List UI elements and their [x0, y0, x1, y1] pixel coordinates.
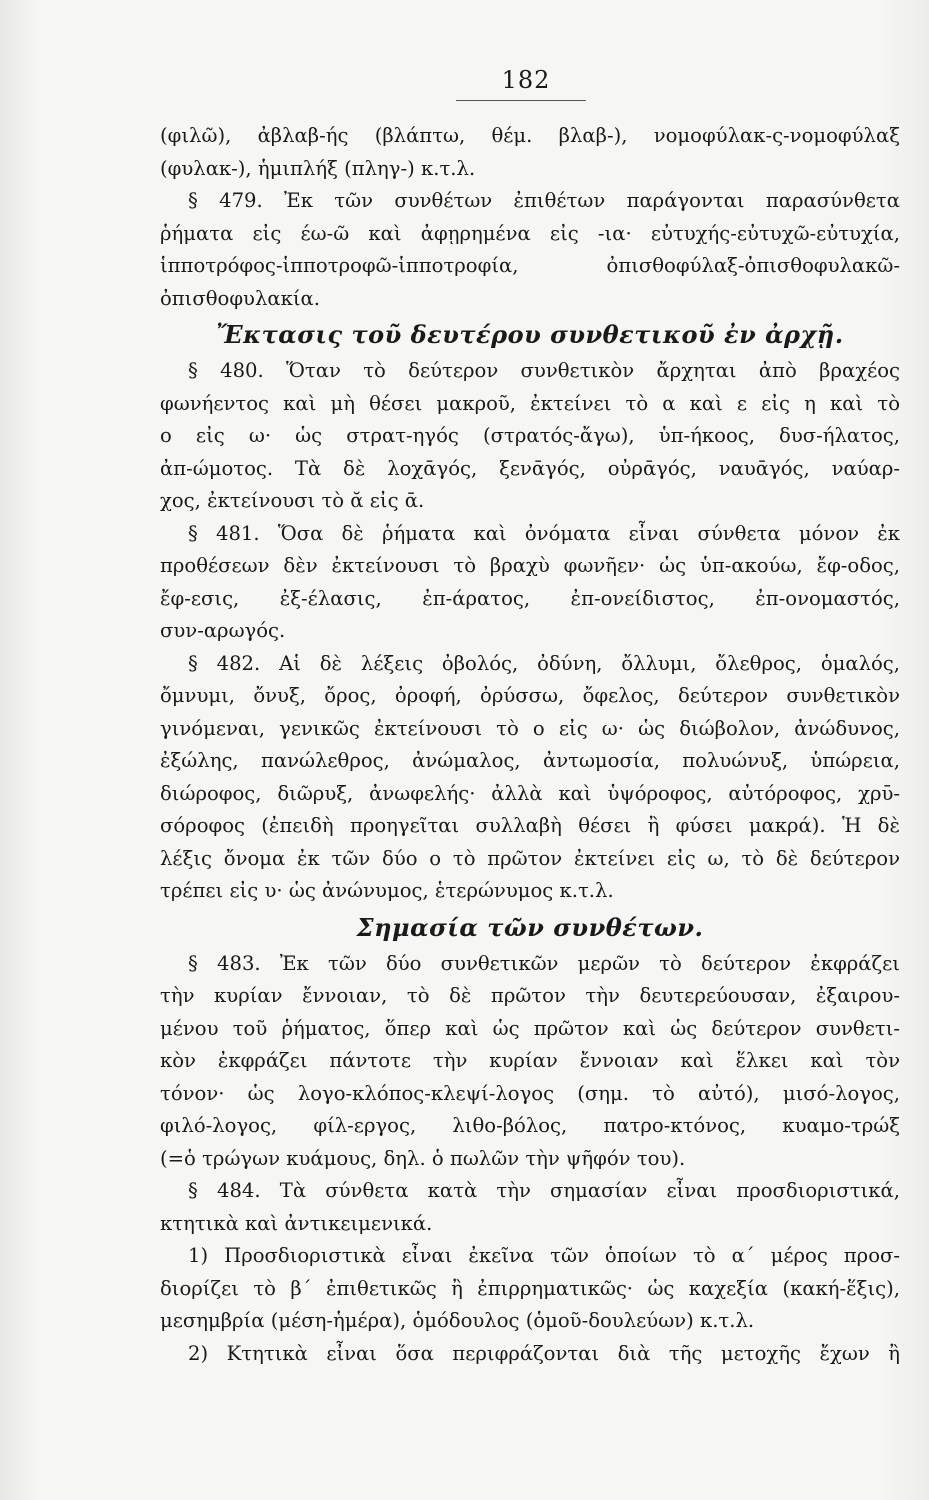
text-line: § 483. Ἐκ τῶν δύο συνθετικῶν μερῶν τὸ δεύτερον ἐκφράζει [188, 951, 900, 975]
text-line: ῥήματα εἰς έω-ῶ καὶ ἀφῃρημένα εἰς -ια· εὐτυχής-εὐτυχῶ-εὐτυχία, [160, 221, 900, 245]
text-line: τὴν κυρίαν ἔννοιαν, τὸ δὲ πρῶτον τὴν δευτερεύουσαν, ἐξαιρου- [160, 984, 900, 1007]
text-line: τρέπει εἰς υ· ὡς ἀνώνυμος, ἑτερώνυμος κ.τ.λ. [160, 879, 614, 902]
text-line: 2) Κτητικὰ εἶναι ὅσα περιφράζονται διὰ τῆς μετοχῆς ἔχων ἢ [188, 1341, 900, 1365]
text-line: § 481. Ὅσα δὲ ῥήματα καὶ ὀνόματα εἶναι σύνθετα μόνον ἐκ [188, 521, 900, 545]
text-line: τόνον· ὡς λογο-κλόπος-κλεψί-λογος (σημ. τὸ αὐτό), μισό-λογος, [160, 1081, 900, 1105]
text-line: γινόμεναι, γενικῶς ἐκτείνουσι τὸ ο εἰς ω· ὡς διώβολον, ἀνώδυνος, [160, 716, 900, 740]
text-line: λέξις ὄνομα ἐκ τῶν δύο ο τὸ πρῶτον ἐκτείνει εἰς ω, τὸ δὲ δεύτερον [160, 846, 900, 870]
text-line: ὄμνυμι, ὄνυξ, ὄρος, ὀροφή, ὀρύσσω, ὄφελος, δεύτερον συνθετικὸν [160, 684, 900, 707]
text-line: διορίζει τὸ β΄ ἐπιθετικῶς ἢ ἐπιρρηματικῶς· ὡς καχεξία (κακή-ἕξις), [160, 1276, 900, 1300]
text-line: προθέσεων δὲν ἐκτείνουσι τὸ βραχὺ φωνῆεν· ὡς ὑπ-ακούω, ἔφ-οδος, [160, 554, 900, 577]
page-header [456, 66, 596, 101]
text-line: μεσημβρία (μέση-ἡμέρα), ὁμόδουλος (ὁμοῦ-δουλεύων) κ.τ.λ. [160, 1309, 755, 1332]
text-line: § 480. Ὅταν τὸ δεύτερον συνθετικὸν ἄρχηται ἀπὸ βραχέος [188, 359, 900, 382]
text-line: συν-αρωγός. [160, 619, 286, 642]
text-line: χος, ἐκτείνουσι τὸ ᾰ εἰς ᾱ. [160, 489, 425, 512]
text-line: ἱπποτρόφος-ἱπποτροφῶ-ἱπποτροφία, ὀπισθοφύλαξ-ὀπισθοφυλακῶ- [160, 254, 900, 277]
text-line: (φυλακ-), ἡμιπλήξ (πληγ-) κ.τ.λ. [160, 156, 476, 180]
text-line: ἀπ-ώμοτος. Τὰ δὲ λοχᾱγός, ξενᾱγός, οὐρᾱγός, ναυᾱγός, ναύαρ- [160, 456, 900, 480]
text-line: § 479. Ἐκ τῶν συνθέτων ἐπιθέτων παράγονται παρασύνθετα [188, 189, 900, 212]
section-heading: Σημασία τῶν συνθέτων. [356, 912, 704, 942]
text-line: (=ὁ τρώγων κυάμους, δηλ. ὁ πωλῶν τὴν ψῆφόν του). [160, 1146, 686, 1170]
text-line: ο εἰς ω· ὡς στρατ-ηγός (στρατός-ἄγω), ὑπ-ήκοος, δυσ-ήλατος, [160, 424, 900, 447]
text-line: μένου τοῦ ῥήματος, ὅπερ καὶ ὡς πρῶτον καὶ ὡς δεύτερον συνθετι- [160, 1016, 900, 1040]
text-line: διώροφος, διῶρυξ, ἀνωφελής· ἀλλὰ καὶ ὑψόροφος, αὐτόροφος, χρῡ- [160, 781, 900, 805]
text-line: κτητικὰ καὶ ἀντικειμενικά. [160, 1211, 433, 1235]
text-line: 1) Προσδιοριστικὰ εἶναι ἐκεῖνα τῶν ὁποίων τὸ α΄ μέρος προσ- [188, 1244, 900, 1267]
text-line: § 482. Αἱ δὲ λέξεις ὀβολός, ὀδύνη, ὄλλυμι, ὄλεθρος, ὁμαλός, [188, 651, 900, 675]
header-rule [456, 100, 586, 101]
section-heading: Ἔκτασις τοῦ δευτέρου συνθετικοῦ ἐν ἀρχῇ. [216, 320, 844, 349]
text-line: φιλό-λογος, φίλ-εργος, λιθο-βόλος, πατρο-κτόνος, κυαμο-τρώξ [160, 1114, 900, 1137]
text-line: σόροφος (ἐπειδὴ προηγεῖται συλλαβὴ θέσει ἢ φύσει μακρά). Ἡ δὲ [160, 814, 900, 837]
text-line: φωνήεντος καὶ μὴ θέσει μακροῦ, ἐκτείνει τὸ α καὶ ε εἰς η καὶ τὸ [160, 391, 900, 415]
text-line: § 484. Τὰ σύνθετα κατὰ τὴν σημασίαν εἶναι προσδιοριστικά, [188, 1179, 900, 1202]
text-line: ἐξώλης, πανώλεθρος, ἀνώμαλος, ἀντωμοσία, πολυώνυξ, ὑπώρεια, [160, 749, 900, 772]
text-line: (φιλῶ), ἀβλαβ-ής (βλάπτω, θέμ. βλαβ-), νομοφύλακ-ς-νομοφύλαξ [160, 124, 900, 147]
page-number: 182 [501, 66, 551, 94]
body-text [160, 120, 900, 1370]
text-line: κὸν ἐκφράζει πάντοτε τὴν κυρίαν ἔννοιαν καὶ ἕλκει καὶ τὸν [160, 1049, 900, 1072]
text-line: ἔφ-εσις, ἐξ-έλασις, ἐπ-άρατος, ἐπ-ονείδιστος, ἐπ-ονομαστός, [160, 586, 900, 610]
text-line: ὀπισθοφυλακία. [160, 286, 320, 310]
